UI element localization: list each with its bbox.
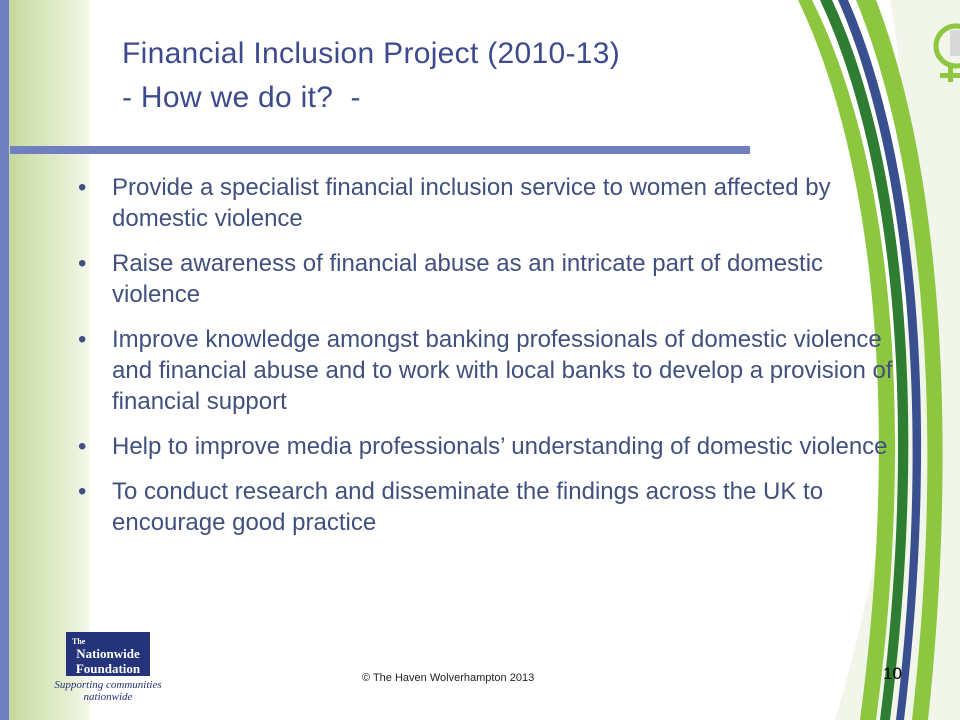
logo-tagline [52,679,164,703]
logo-tagline-1: Supporting communities [54,679,162,691]
bullet-text: To conduct research and disseminate the findings across the UK to encourage good practice [112,478,824,536]
bullet-item [78,248,900,310]
logo-line-3: Foundation [75,661,141,676]
bullet-text: Improve knowledge amongst banking professionals of domestic violence and financial abuse and to work with local banks to develop a provision of financial support [112,326,893,415]
slide-title [122,32,742,120]
bullet-item [78,431,900,462]
title-underline-rule [10,146,750,154]
bullet-text: Raise awareness of financial abuse as an intricate part of domestic violence [112,250,824,308]
bullet-icon: • [78,478,87,505]
bullet-item [78,476,900,538]
corner-logo-icon [928,14,960,104]
bullet-text: Help to improve media professionals’ understanding of domestic violence [112,433,888,460]
bullet-icon: • [78,433,87,460]
nationwide-foundation-logo [52,632,164,710]
logo-line-2: Nationwide [76,646,140,661]
page-number: 10 [883,664,902,683]
bullet-item [78,172,900,234]
logo-box [66,632,150,676]
bullet-icon: • [78,250,87,277]
title-line-1: Financial Inclusion Project (2010-13) [122,37,621,70]
logo-tagline-2: nationwide [83,691,133,703]
bullet-icon: • [78,174,87,201]
bullet-list [78,172,900,552]
footer-copyright: © The Haven Wolverhampton 2013 [362,672,535,684]
bullet-icon: • [78,326,87,353]
bullet-text: Provide a specialist financial inclusion service to women affected by domestic violence [112,174,831,232]
left-decorative-band [0,0,90,720]
title-line-2: - How we do it? - [122,81,361,114]
logo-line-1: The [72,637,86,646]
bullet-item [78,324,900,417]
